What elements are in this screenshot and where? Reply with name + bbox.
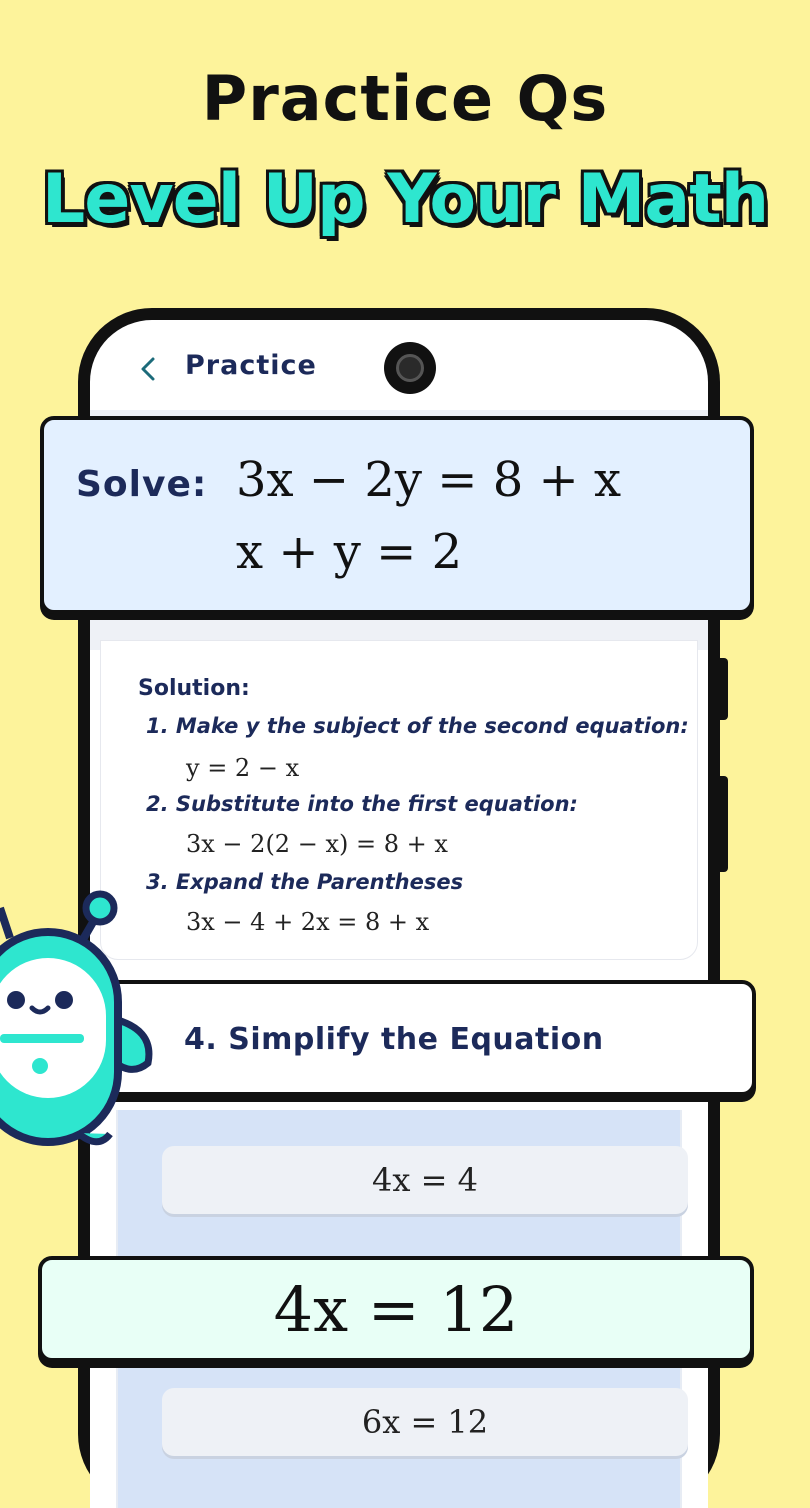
solution-step-1: 1. Make y the subject of the second equation: [146,714,689,738]
solution-step-3: 3. Expand the Parentheses [146,870,464,894]
headline-title: Practice Qs [201,62,609,135]
solve-label: Solve: [76,464,208,505]
solution-step-2-math: 3x − 2(2 − x) = 8 + x [186,830,448,858]
step-4-callout [84,980,756,1096]
solution-step-3-math: 3x − 4 + 2x = 8 + x [186,908,430,936]
answer-option-3[interactable]: 6x = 12 [162,1388,688,1456]
problem-equation-1: 3x − 2y = 8 + x [236,452,622,508]
solution-step-1-math: y = 2 − x [186,754,300,782]
back-chevron-icon[interactable] [134,354,164,384]
problem-callout [40,416,754,614]
step-4-label: 4. Simplify the Equation [184,1022,604,1057]
problem-equation-2: x + y = 2 [236,524,463,580]
headline-subtitle: Level Up Your Math [41,160,769,239]
phone-side-button [720,776,728,872]
robot-mascot-icon [0,888,160,1158]
camera-cutout [384,342,436,394]
solution-step-2: 2. Substitute into the first equation: [146,792,578,816]
solution-title: Solution: [138,676,250,701]
nav-title: Practice [185,350,317,381]
answer-option-1[interactable]: 4x = 4 [162,1146,688,1214]
highlighted-answer-option[interactable]: 4x = 12 [38,1256,754,1362]
phone-side-button [720,658,728,720]
